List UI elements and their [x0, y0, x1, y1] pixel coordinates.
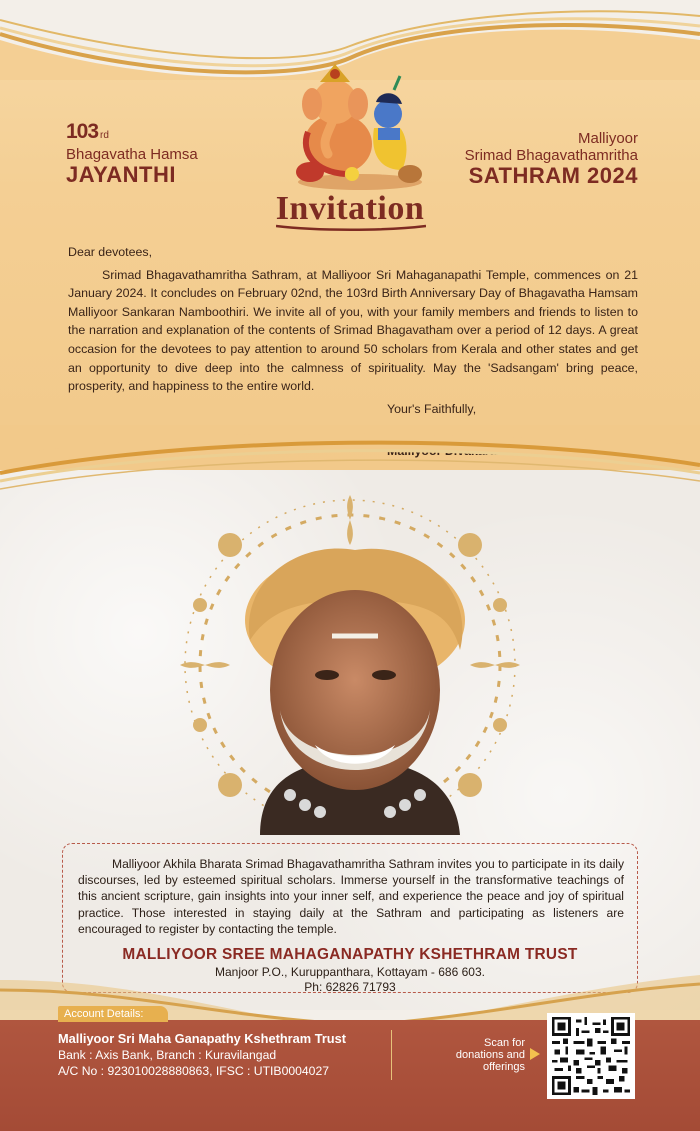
sathram-header	[418, 130, 638, 188]
malliyoor-line: Malliyoor	[577, 130, 638, 147]
scan-text	[430, 1037, 525, 1073]
ordinal-number: 103	[66, 120, 99, 143]
account-name: Malliyoor Sri Maha Ganapathy Kshethram Trust	[58, 1031, 346, 1046]
qr-code[interactable]	[547, 1013, 635, 1099]
account-number-line: A/C No : 923010028880863, IFSC : UTIB0004027	[58, 1064, 330, 1078]
invitation-title: Invitation	[275, 190, 425, 227]
ordinal	[66, 122, 266, 146]
letter	[68, 243, 638, 396]
trust-phone: Ph: 62826 71793	[304, 980, 396, 994]
scan-line-1: Scan for	[484, 1037, 525, 1049]
account-label: Account Details:	[58, 1006, 168, 1022]
footer-divider	[391, 1030, 392, 1080]
title-underline	[276, 222, 426, 232]
jayanthi-title: JAYANTHI	[66, 162, 176, 187]
invitation-paragraph: Malliyoor Akhila Bharata Srimad Bhagavathamritha Sathram invites you to participate in its daily discourses, led by esteemed spiritual scholars. Immerse yourself in the transformative teachings of this ancient scripture, gain insights into your inner self, and experience the peace and joy of spiritual practice. Those interested in staying daily at the Sathram and participating as listeners are encouraged to register by contacting the temple.	[78, 857, 624, 936]
sathram-title: SATHRAM 2024	[468, 163, 638, 188]
ganesha-krishna-illustration	[290, 62, 430, 192]
hamsa-line: Bhagavatha Hamsa	[66, 146, 198, 163]
scan-line-2: donations and	[455, 1049, 525, 1061]
qr-code-icon	[551, 1017, 631, 1095]
scan-line-3: offerings	[483, 1061, 525, 1073]
jayanthi-header	[66, 122, 266, 187]
salutation: Dear devotees,	[68, 245, 153, 259]
ordinal-suffix: rd	[100, 130, 109, 141]
trust-name: MALLIYOOR SREE MAHAGANAPATHY KSHETHRAM TRUST	[122, 946, 578, 963]
trust-address: Manjoor P.O., Kuruppanthara, Kottayam - 686 603.	[215, 965, 485, 979]
srimad-line: Srimad Bhagavathamritha	[464, 147, 638, 164]
bank-line: Bank : Axis Bank, Branch : Kuravilangad	[58, 1048, 277, 1062]
arrow-right-icon	[529, 1047, 541, 1061]
letter-body: Srimad Bhagavathamritha Sathram, at Malliyoor Sri Mahaganapathi Temple, commences on 21 January 2024. It concludes on February 02nd, the 103rd Birth Anniversary Day of Bhagavatha Hamsam Malliyoor Sankaran Namboothiri. We invite all of you, with your family members and friends to listen to the narration and explanation of the contents of Srimad Bhagavatham over a period of 12 days. A great occasion for the devotees to pay attention to around 50 scholars from Kerala and other states and get an opportunity to dive deep into the calmness of spirituality. May the 'Sadsangam' bring peace, prosperity, and happiness to the entire world.	[68, 267, 638, 394]
portrait-photo	[220, 540, 490, 840]
closing: Your's Faithfully,	[387, 402, 477, 416]
